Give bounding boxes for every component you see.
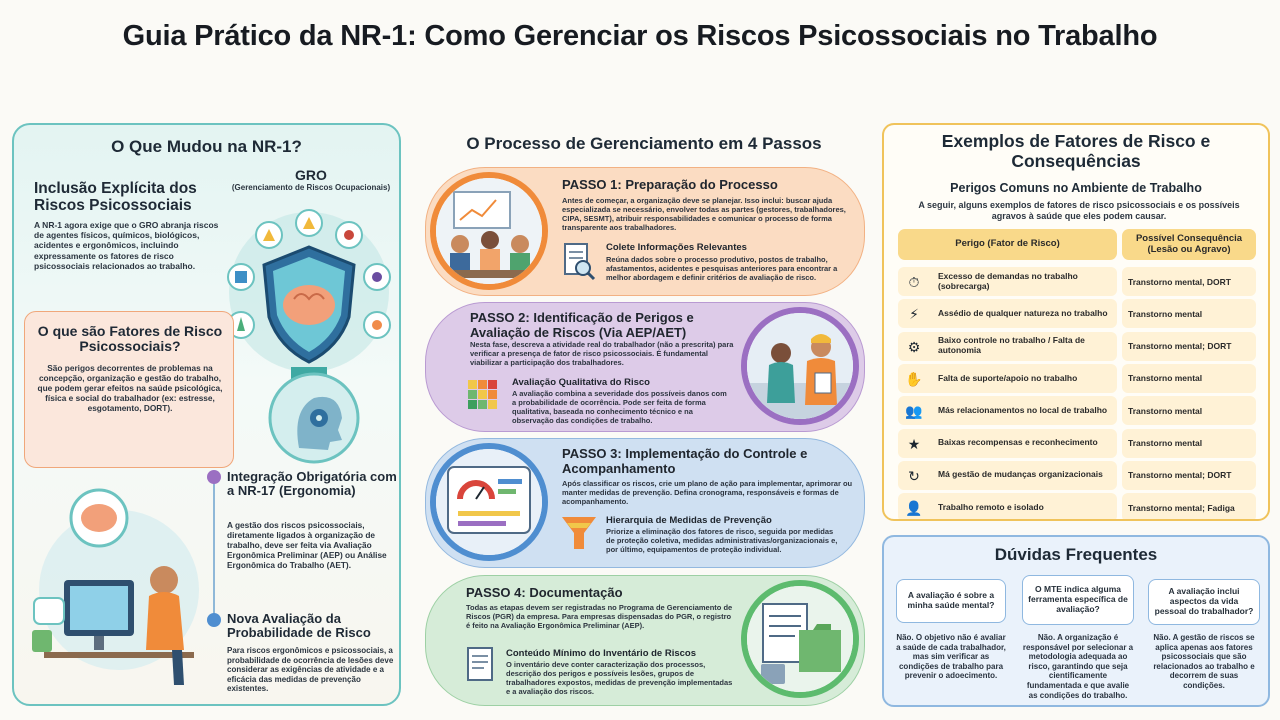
faq-question-2: O MTE indica alguma ferramenta específica de avaliação? xyxy=(1022,575,1134,625)
hazard-icon: ★ xyxy=(907,435,921,452)
faq-answer-1: Não. O objetivo não é avaliar a saúde de cada trabalhador, mas sim verificar as condições de trabalho para prevenir o adoecimento. xyxy=(896,633,1006,681)
step-1-card xyxy=(425,167,865,296)
integration-heading: Integração Obrigatória com a NR-17 (Ergonomia) xyxy=(227,469,397,499)
hazard-icon: 👥 xyxy=(905,403,923,420)
hazard-label: Falta de suporte/apoio no trabalho xyxy=(938,372,1078,383)
chair-icon xyxy=(34,598,64,624)
faq-panel xyxy=(882,535,1270,707)
step-2-card xyxy=(425,302,865,432)
probability-text: Para riscos ergonômicos e psicossociais, a probabilidade de ocorrência de lesões deve considerar as exigências de atividade e a eficácia das medidas de prevenção existentes. xyxy=(227,646,394,694)
step-1-subheading: Colete Informações Relevantes xyxy=(606,242,747,253)
risk-row-consequence: Transtorno mental xyxy=(1122,429,1256,458)
risk-row-consequence: Transtorno mental; DORT xyxy=(1122,332,1256,361)
step-3-card xyxy=(425,438,865,568)
hazard-icon: ↻ xyxy=(908,467,920,484)
risk-row-hazard xyxy=(898,396,1117,425)
timeline-bullet-blue xyxy=(207,613,221,627)
step-4-text: Todas as etapas devem ser registradas no Programa de Gerenciamento de Riscos (PGR) da empresa. Para empresas dispensadas do PGR, o registro é feito na Avaliação Ergonômica Preliminar (AEP). xyxy=(466,603,733,631)
step-2-illustration xyxy=(741,307,859,425)
inclusion-text: A NR-1 agora exige que o GRO abranja riscos de agentes físicos, químicos, biológicos, acidentes e ergonômicos, incluindo expressamente os fatores de risco psicossociais relacionados ao trabalho. xyxy=(34,220,219,271)
hazard-icon: ✋ xyxy=(905,370,923,387)
risk-row-consequence: Transtorno mental xyxy=(1122,299,1256,328)
step-3-heading: PASSO 3: Implementação do Controle e Acompanhamento xyxy=(562,446,808,476)
gro-subtitle: (Gerenciamento de Riscos Ocupacionais) xyxy=(231,183,391,192)
hazard-label: Baixo controle no trabalho / Falta de autonomia xyxy=(938,335,1085,356)
process-title: O Processo de Gerenciamento em 4 Passos xyxy=(466,134,822,153)
step-4-heading: PASSO 4: Documentação xyxy=(466,585,623,600)
step-2-subheading: Avaliação Qualitativa do Risco xyxy=(512,377,650,388)
left-panel-title: O Que Mudou na NR-1? xyxy=(111,137,302,156)
folder-icon xyxy=(799,630,841,672)
step-4-subheading: Conteúdo Mínimo do Inventário de Riscos xyxy=(506,648,697,659)
risk-row-hazard xyxy=(898,429,1117,458)
probability-heading: Nova Avaliação da Probabilidade de Risco xyxy=(227,611,371,641)
hazard-label: Excesso de demandas no trabalho (sobrecarga) xyxy=(938,270,1078,291)
faq-question-3: A avaliação inclui aspectos da vida pessoal do trabalhador? xyxy=(1148,579,1260,625)
person-body xyxy=(146,592,184,650)
magnifier-document-icon xyxy=(561,242,597,282)
brain-icon xyxy=(81,504,117,532)
gro-label-group xyxy=(231,167,391,203)
risk-examples-title: Exemplos de Fatores de Risco e Consequências xyxy=(941,131,1211,172)
factors-heading: O que são Fatores de Risco Psicossociais? xyxy=(37,323,223,355)
risk-row-consequence: Transtorno mental xyxy=(1122,364,1256,393)
funnel-icon xyxy=(562,515,596,551)
faq-question-1: A avaliação é sobre a minha saúde mental? xyxy=(896,579,1006,623)
faq-title: Dúvidas Frequentes xyxy=(994,545,1158,564)
timeline-line xyxy=(213,477,215,617)
gro-label: GRO xyxy=(295,167,327,183)
risk-row-consequence: Transtorno mental; DORT xyxy=(1122,461,1256,490)
step-4-illustration xyxy=(741,580,859,698)
brain-icon xyxy=(283,285,335,325)
plant-icon xyxy=(32,630,52,652)
risk-examples-subtitle: Perigos Comuns no Ambiente de Trabalho xyxy=(950,181,1202,195)
integration-text: A gestão dos riscos psicossociais, diretamente ligados à organização de trabalho, deve ser feita via Avaliação Ergonômica Preliminar (AEP) ou Análise Ergonômica do Trabalho (AET). xyxy=(227,520,387,570)
step-4-subtext: O inventário deve conter caracterização dos processos, descrição dos perigos e possíveis lesões, grupos de trabalhadores expostos, medidas de prevenção implementadas e a avaliação dos riscos. xyxy=(506,660,733,697)
hazard-label: Má gestão de mudanças organizacionais xyxy=(938,469,1103,480)
risk-row-hazard xyxy=(898,267,1117,296)
column-header-hazard: Perigo (Fator de Risco) xyxy=(898,229,1117,260)
timeline-bullet-purple xyxy=(207,470,221,484)
hazard-label: Baixas recompensas e reconhecimento xyxy=(938,437,1098,448)
step-3-subtext: Priorize a eliminação dos fatores de risco, seguida por medidas de proteção coletiva, medidas administrativas/organizacionais e, por último, equipamentos de proteção individual. xyxy=(606,527,838,555)
person-head xyxy=(150,566,178,594)
step-1-text: Antes de começar, a organização deve se planejar. Isso inclui: buscar ajuda especializada se necessário, envolver todas as partes (gestores, trabalhadores, CIPA, SESMT), atribuir responsabilidades e comunicar o processo de forma transparente aos trabalhadores. xyxy=(562,196,846,233)
step-2-subtext: A avaliação combina a severidade dos possíveis danos com a probabilidade de ocorrência. Pode ser feita de forma qualitativa, baseada no conhecimento técnico e na observação das condições de trabalho. xyxy=(512,389,727,426)
step-4-card xyxy=(425,575,865,706)
ergonomics-illustration xyxy=(24,470,204,700)
factors-text: São perigos decorrentes de problemas na concepção, organização e gestão do trabalho, que podem gerar efeitos na saúde psicológica, física e social do trabalhador (ex: estresse, esgotamento, DORT). xyxy=(37,363,223,413)
risk-matrix-icon xyxy=(468,380,498,410)
risk-row-hazard xyxy=(898,364,1117,393)
step-1-subtext: Reúna dados sobre o processo produtivo, postos de trabalho, afastamentos, acidentes e pesquisas anteriores para encontrar a melhor abordagem e definir critérios de avaliação de risco. xyxy=(606,255,838,283)
hazard-label: Assédio de qualquer natureza no trabalho xyxy=(938,307,1108,318)
risk-row-hazard xyxy=(898,299,1117,328)
risk-row-consequence: Transtorno mental; Fadiga xyxy=(1122,493,1256,521)
risk-row-hazard xyxy=(898,493,1117,521)
step-2-text: Nesta fase, descreva a atividade real do trabalhador (não a prescrita) para verificar a presença de fator de risco psicossociais. É fundamental viabilizar a participação dos trabalhadores. xyxy=(470,340,734,368)
document-icon xyxy=(466,646,496,682)
step-2-heading: PASSO 2: Identificação de Perigos e Avaliação de Riscos (Via AEP/AET) xyxy=(470,310,694,340)
risk-row-consequence: Transtorno mental, DORT xyxy=(1122,267,1256,296)
risk-row-hazard xyxy=(898,461,1117,490)
left-panel-nr1-changes xyxy=(12,123,401,706)
column-header-consequence: Possível Consequência (Lesão ou Agravo) xyxy=(1122,229,1256,260)
head-gears-illustration xyxy=(264,370,364,465)
inclusion-heading: Inclusão Explícita dos Riscos Psicossociais xyxy=(34,180,197,214)
risk-examples-description: A seguir, alguns exemplos de fatores de risco psicossociais e os possíveis agravos à saúde que eles podem causar. xyxy=(918,200,1240,221)
faq-answer-2: Não. A organização é responsável por selecionar a metodologia adequada ao risco, garantindo que seja cientificamente fundamentada e que avalie as condições do trabalho. xyxy=(1022,633,1134,700)
step-3-text: Após classificar os riscos, crie um plano de ação para implementar, aprimorar ou manter medidas de prevenção. Defina cronograma, responsáveis e formas de acompanhamento. xyxy=(562,479,853,507)
hazard-label: Trabalho remoto e isolado xyxy=(938,501,1044,512)
hazard-icon: ⚙ xyxy=(907,338,921,355)
risk-row-hazard xyxy=(898,332,1117,361)
step-3-subheading: Hierarquia de Medidas de Prevenção xyxy=(606,515,772,526)
risk-row-consequence: Transtorno mental xyxy=(1122,396,1256,425)
hazard-label: Más relacionamentos no local de trabalho xyxy=(938,404,1108,415)
step-1-heading: PASSO 1: Preparação do Processo xyxy=(562,177,778,192)
calculator-icon xyxy=(761,664,785,684)
page-title: Guia Prático da NR-1: Como Gerenciar os Riscos Psicossociais no Trabalho xyxy=(122,20,1158,52)
step-3-illustration xyxy=(430,443,548,561)
hazard-icon: ⏱ xyxy=(908,274,920,290)
risk-examples-panel xyxy=(882,123,1270,521)
hazard-icon: ⚡ xyxy=(909,306,919,323)
step-1-illustration xyxy=(430,172,548,290)
psychosocial-factors-box xyxy=(24,311,234,468)
hazard-icon: 👤 xyxy=(905,500,923,517)
faq-answer-3: Não. A gestão de riscos se aplica apenas aos fatores psicossociais que são relacionados ao trabalho e decorrem de suas condições. xyxy=(1153,633,1255,690)
